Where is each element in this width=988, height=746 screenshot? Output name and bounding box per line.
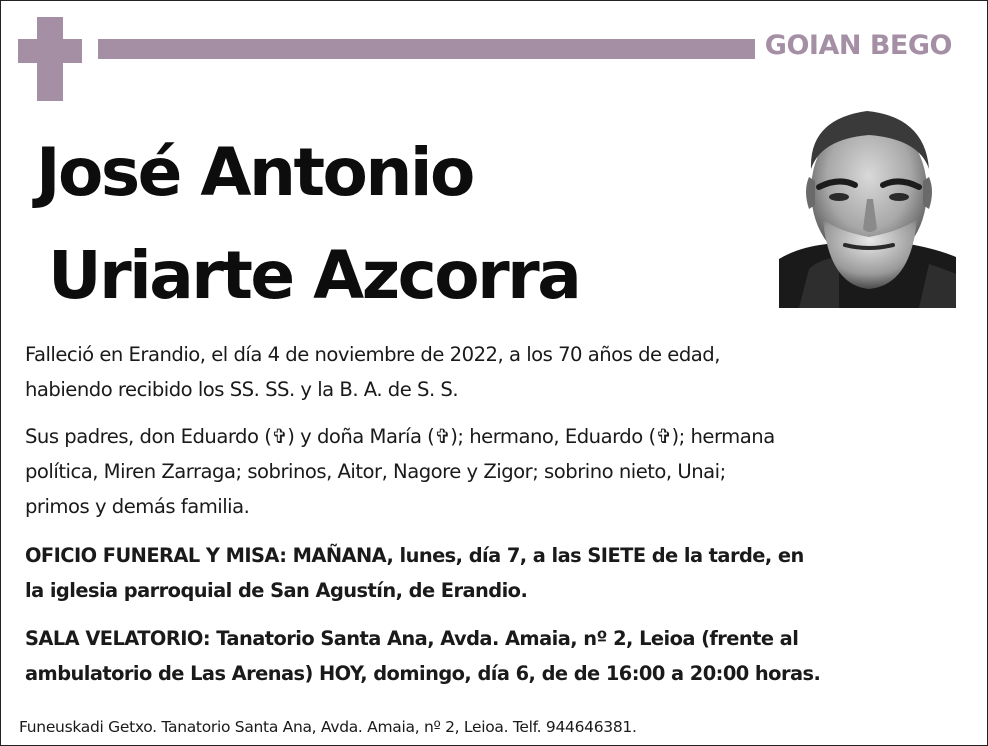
- portrait-illustration: [779, 99, 956, 308]
- cross-horizontal-bar: [18, 39, 82, 63]
- wake-paragraph: [25, 621, 965, 691]
- text-line: SALA VELATORIO: Tanatorio Santa Ana, Avda. Amaia, nº 2, Leioa (frente al: [25, 627, 799, 650]
- portrait-photo: [779, 99, 956, 308]
- text-line: OFICIO FUNERAL Y MISA: MAÑANA, lunes, día 7, a las SIETE de la tarde, en: [25, 544, 804, 567]
- death-notice-paragraph: [25, 337, 965, 407]
- deceased-name-last: Uriarte Azcorra: [48, 237, 580, 314]
- text-line: ambulatorio de Las Arenas) HOY, domingo, día 6, de de 16:00 a 20:00 horas.: [25, 662, 821, 685]
- text-line: política, Miren Zarraga; sobrinos, Aitor, Nagore y Zigor; sobrino nieto, Unai;: [25, 460, 726, 483]
- brand-label: GOIAN BEGO: [764, 30, 952, 61]
- header-rule: [98, 39, 755, 59]
- funeral-home-footer: Funeuskadi Getxo. Tanatorio Santa Ana, Avda. Amaia, nº 2, Leioa. Telf. 944646381.: [19, 718, 637, 736]
- text-line: la iglesia parroquial de San Agustín, de Erandio.: [25, 579, 528, 602]
- text-line: primos y demás familia.: [25, 495, 250, 518]
- funeral-paragraph: [25, 538, 965, 608]
- deceased-name-first: José Antonio: [36, 134, 473, 211]
- text-line: habiendo recibido los SS. SS. y la B. A. de S. S.: [25, 378, 459, 401]
- text-line: Sus padres, don Eduardo (✞) y doña María (✞); hermano, Eduardo (✞); hermana: [25, 425, 775, 448]
- family-paragraph: [25, 419, 965, 524]
- text-line: Falleció en Erandio, el día 4 de noviembre de 2022, a los 70 años de edad,: [25, 343, 720, 366]
